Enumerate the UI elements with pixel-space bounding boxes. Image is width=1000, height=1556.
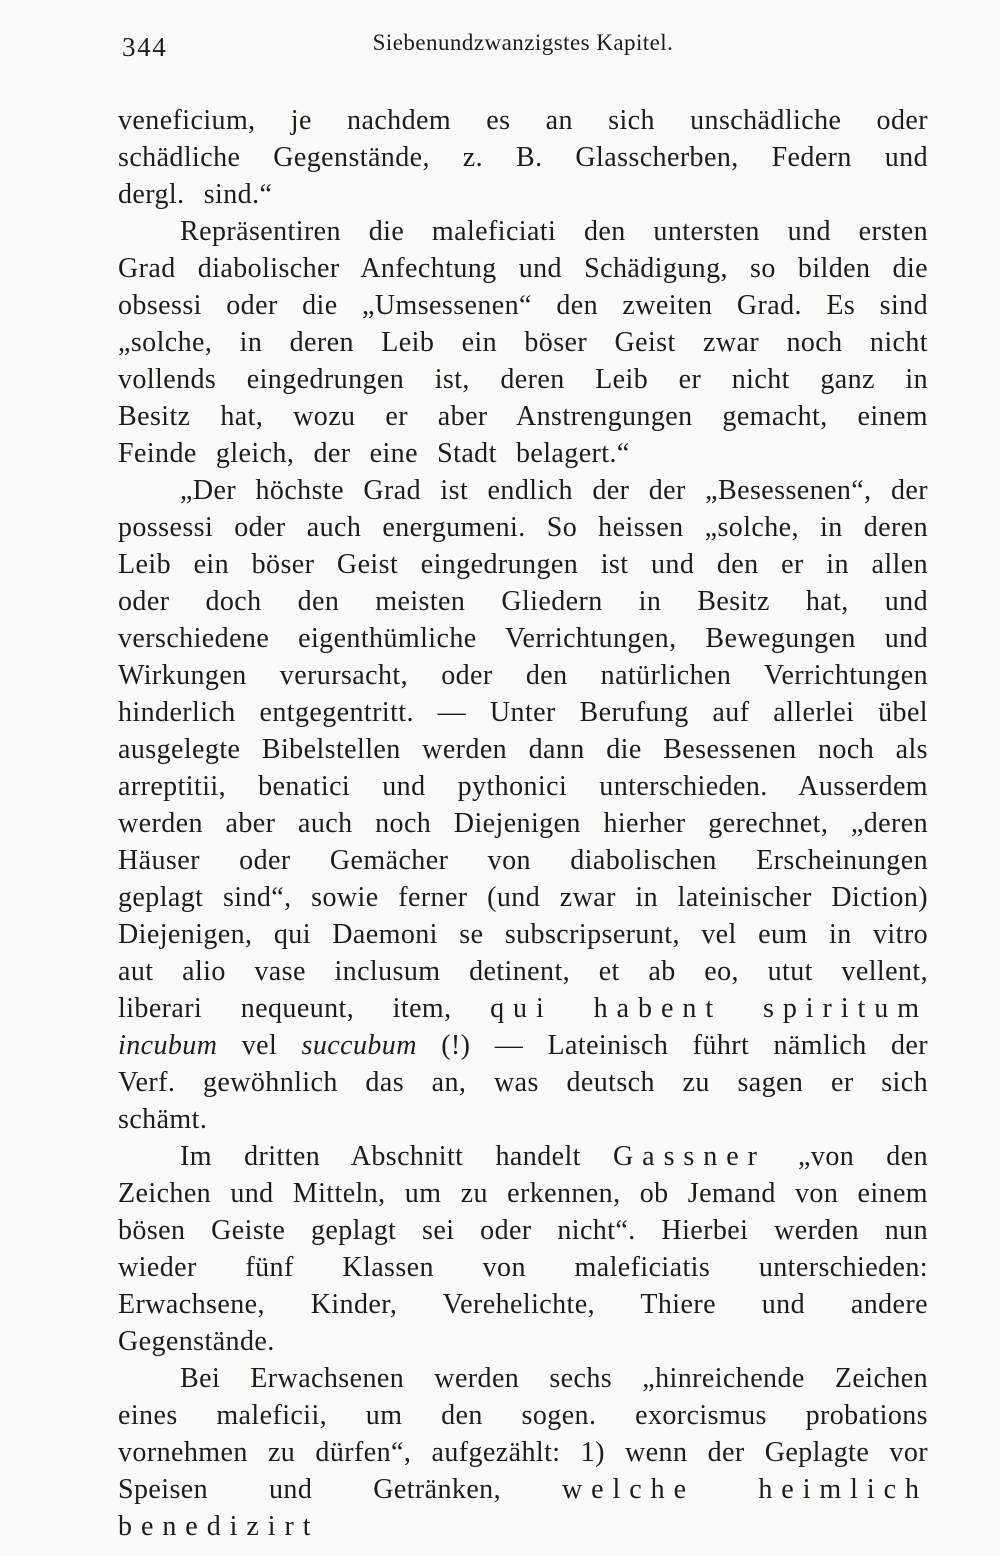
page-body bbox=[118, 102, 928, 1545]
page-number: 344 bbox=[122, 32, 168, 62]
paragraph bbox=[118, 213, 928, 472]
text-segment-normal: Repräsentiren die maleficiati den untersten und ersten Grad diabolischer Anfechtung und Schädigung, so bilden die obsessi oder die „Umsessenen“ den zweiten Grad. Es sind „solche, in deren Leib ein böser Geist zwar noch nicht vollends eingedrungen ist, deren Leib er nicht ganz in Besitz hat, wozu er aber Anstrengungen gemacht, einem Feinde gleich, der eine Stadt belagert.“ bbox=[118, 216, 928, 469]
text-segment-normal: vel bbox=[217, 1030, 302, 1061]
paragraph bbox=[118, 1360, 928, 1545]
paragraph bbox=[118, 102, 928, 213]
text-segment-normal: (!) — Lateinisch führt nämlich der Verf. gewöhnlich das an, was deutsch zu sagen er sich schämt. bbox=[118, 1030, 929, 1135]
text-segment-normal: „von den Zeichen und Mitteln, um zu erkennen, ob Jemand von einem bösen Geiste geplagt sei oder nicht“. Hierbei werden nun wieder fünf Klassen von maleficiatis unterschieden: Erwachsene, Kinder, Verehelichte, Thiere und andere Gegenstände. bbox=[118, 1141, 928, 1357]
text-segment-spaced: qui habent spiritum bbox=[490, 993, 928, 1024]
text-segment-normal: veneficium, je nachdem es an sich unschädliche oder schädliche Gegenstände, z. B. Glasscherben, Federn und dergl. sind.“ bbox=[118, 105, 928, 210]
text-segment-normal: Bei Erwachsenen werden sechs „hinreichende Zeichen eines maleficii, um den sogen. exorcismus probations vornehmen zu dürfen“, aufgezählt: 1) wenn der Geplagte vor Speisen und Getränken, bbox=[118, 1363, 928, 1505]
text-segment-normal: „Der höchste Grad ist endlich der der „Besessenen“, der possessi oder auch energumeni. So heissen „solche, in deren Leib ein böser Geist eingedrungen ist und den er in allen oder doch den meisten Gliedern in Besitz hat, und verschiedene eigenthümliche Verrichtungen, Bewegungen und Wirkungen verursacht, oder den natürlichen Verrichtungen hinderlich entgegentritt. — Unter Berufung auf allerlei übel ausgelegte Bibelstellen werden dann die Besessenen noch als arreptitii, benatici und pythonici unterschieden. Ausserdem werden aber auch noch Diejenigen hierher gerechnet, „deren Häuser oder Gemächer von diabolischen Erscheinungen geplagt sind“, sowie ferner (und zwar in lateinischer Diction) Diejenigen, qui Daemoni se subscripserunt, vel eum in vitro aut alio vase inclusum detinent, et ab eo, utut vellent, liberari nequeunt, item, bbox=[118, 475, 928, 1024]
paragraph bbox=[118, 472, 928, 1138]
chapter-title: Siebenundzwanzigstes Kapitel. bbox=[372, 30, 674, 55]
text-segment-italic: succubum bbox=[301, 1030, 417, 1061]
paragraph bbox=[118, 1138, 928, 1360]
text-segment-normal: Im dritten Abschnitt handelt bbox=[180, 1141, 613, 1172]
text-segment-spaced: Gassner bbox=[613, 1141, 766, 1172]
text-segment-italic: incubum bbox=[118, 1030, 218, 1061]
text-segment-spaced: welche heimlich benedizirt bbox=[118, 1474, 928, 1542]
page-header bbox=[118, 30, 928, 74]
